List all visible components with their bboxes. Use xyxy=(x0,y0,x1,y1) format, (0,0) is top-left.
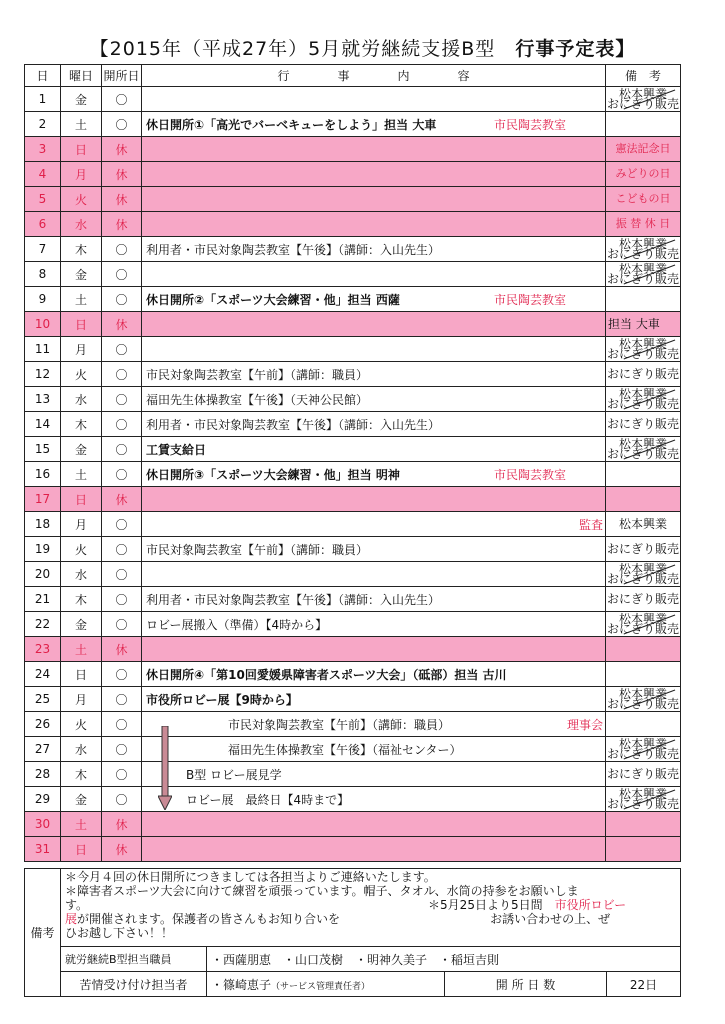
open-cell: 休 xyxy=(102,137,142,162)
weekday-cell: 火 xyxy=(61,537,102,562)
open-cell: 休 xyxy=(102,187,142,212)
content-cell xyxy=(142,662,606,687)
remarks-line-5: ひお越し下さい！！ xyxy=(65,926,174,940)
content-text: 休日開所④「第10回愛媛県障害者スポーツ大会」（砥部）担当 古川 xyxy=(146,667,507,682)
footer-table xyxy=(24,868,681,997)
note-cell xyxy=(606,412,681,437)
note-cell xyxy=(606,512,681,537)
note-cell xyxy=(606,387,681,412)
header-content: 行 事 内 容 xyxy=(142,65,606,87)
day-cell: 25 xyxy=(25,687,61,712)
content-cell xyxy=(142,512,606,537)
schedule-row xyxy=(25,437,681,462)
open-cell: 〇 xyxy=(102,512,142,537)
content-cell xyxy=(142,287,606,312)
schedule-row xyxy=(25,462,681,487)
content-text: B型 ロビー展見学 xyxy=(186,767,282,782)
day-cell: 8 xyxy=(25,262,61,287)
content-cell xyxy=(142,562,606,587)
content-cell xyxy=(142,687,606,712)
weekday-cell: 金 xyxy=(61,262,102,287)
content-text: 福田先生体操教室【午後】（福祉センター） xyxy=(228,742,462,757)
remarks-line-3: す。 ＊5月25日より5日間 市役所ロビー xyxy=(65,898,627,912)
content-text: 休日開所③「スポーツ大会練習・他」担当 明神 xyxy=(146,467,400,482)
content-cell xyxy=(142,137,606,162)
note-cell xyxy=(606,137,681,162)
day-cell: 13 xyxy=(25,387,61,412)
day-cell: 12 xyxy=(25,362,61,387)
content-cell xyxy=(142,237,606,262)
day-cell: 2 xyxy=(25,112,61,137)
schedule-row xyxy=(25,612,681,637)
content-cell xyxy=(142,537,606,562)
open-cell: 休 xyxy=(102,312,142,337)
content-cell xyxy=(142,612,606,637)
content-text: 市役所ロビー展【9時から】 xyxy=(146,692,298,707)
header-day: 日 xyxy=(25,65,61,87)
content-cell xyxy=(142,262,606,287)
open-cell: 〇 xyxy=(102,562,142,587)
schedule-row xyxy=(25,537,681,562)
note-text: 松本興業 おにぎり販売 xyxy=(606,737,679,761)
weekday-cell: 火 xyxy=(61,362,102,387)
open-cell: 〇 xyxy=(102,662,142,687)
note-cell xyxy=(606,687,681,712)
note-text: 松本興業 おにぎり販売 xyxy=(606,687,679,711)
note-text: 振 替 休 日 xyxy=(615,217,671,230)
remarks-line-1: ＊今月４回の休日開所につきましては各担当よりご連絡いたします。 xyxy=(65,870,436,884)
open-cell: 〇 xyxy=(102,337,142,362)
content-text: 市民対象陶芸教室【午前】（講師：職員） xyxy=(146,542,369,557)
day-cell: 19 xyxy=(25,537,61,562)
note-text: 憲法記念日 xyxy=(615,142,671,155)
schedule-table xyxy=(24,64,681,862)
day-cell: 27 xyxy=(25,737,61,762)
note-cell xyxy=(606,212,681,237)
weekday-cell: 木 xyxy=(61,412,102,437)
weekday-cell: 金 xyxy=(61,437,102,462)
content-cell xyxy=(142,87,606,112)
day-cell: 23 xyxy=(25,637,61,662)
event-mark: 監査 xyxy=(578,518,603,532)
schedule-row xyxy=(25,712,681,737)
header-note: 備 考 xyxy=(606,65,681,87)
weekday-cell: 日 xyxy=(61,137,102,162)
weekday-cell: 木 xyxy=(61,762,102,787)
header-open: 開所日 xyxy=(102,65,142,87)
day-cell: 10 xyxy=(25,312,61,337)
open-cell: 休 xyxy=(102,812,142,837)
weekday-cell: 土 xyxy=(61,812,102,837)
schedule-row xyxy=(25,812,681,837)
note-text: 松本興業 おにぎり販売 xyxy=(606,262,679,286)
arrow-down-icon xyxy=(158,726,172,810)
note-text: 松本興業 おにぎり販売 xyxy=(606,237,679,261)
strike-line xyxy=(606,262,680,286)
open-days-label: 開 所 日 数 xyxy=(445,972,607,997)
content-text: 市民対象陶芸教室【午前】（講師：職員） xyxy=(228,717,451,732)
schedule-row xyxy=(25,412,681,437)
note-cell xyxy=(606,362,681,387)
open-cell: 〇 xyxy=(102,387,142,412)
header-row xyxy=(25,65,681,87)
weekday-cell: 水 xyxy=(61,212,102,237)
open-cell: 〇 xyxy=(102,362,142,387)
open-cell: 〇 xyxy=(102,587,142,612)
content-text: 利用者・市民対象陶芸教室【午後】（講師：入山先生） xyxy=(146,242,441,257)
weekday-cell: 金 xyxy=(61,612,102,637)
schedule-row xyxy=(25,737,681,762)
schedule-row xyxy=(25,387,681,412)
content-cell xyxy=(142,737,606,762)
content-cell xyxy=(142,187,606,212)
title-bold: 行事予定表】 xyxy=(515,38,636,60)
note-cell xyxy=(606,812,681,837)
page-title xyxy=(0,34,725,61)
strike-line xyxy=(606,687,680,711)
schedule-row xyxy=(25,237,681,262)
open-cell: 休 xyxy=(102,212,142,237)
content-text: 福田先生体操教室【午後】（天神公民館） xyxy=(146,392,369,407)
content-cell xyxy=(142,312,606,337)
day-cell: 21 xyxy=(25,587,61,612)
day-cell: 28 xyxy=(25,762,61,787)
event-mark: 市民陶芸教室 xyxy=(494,468,567,482)
weekday-cell: 月 xyxy=(61,337,102,362)
note-cell xyxy=(606,537,681,562)
note-cell xyxy=(606,762,681,787)
day-cell: 18 xyxy=(25,512,61,537)
day-cell: 24 xyxy=(25,662,61,687)
weekday-cell: 水 xyxy=(61,562,102,587)
open-cell: 〇 xyxy=(102,112,142,137)
open-cell: 休 xyxy=(102,637,142,662)
content-cell xyxy=(142,787,606,812)
weekday-cell: 土 xyxy=(61,637,102,662)
open-cell: 〇 xyxy=(102,462,142,487)
content-text: 工賃支給日 xyxy=(146,442,207,457)
weekday-cell: 日 xyxy=(61,312,102,337)
note-cell xyxy=(606,187,681,212)
note-cell xyxy=(606,712,681,737)
day-cell: 26 xyxy=(25,712,61,737)
day-cell: 5 xyxy=(25,187,61,212)
content-text: 利用者・市民対象陶芸教室【午後】（講師：入山先生） xyxy=(146,417,441,432)
schedule-row xyxy=(25,837,681,862)
note-cell xyxy=(606,612,681,637)
note-cell xyxy=(606,787,681,812)
open-cell: 〇 xyxy=(102,687,142,712)
content-cell xyxy=(142,437,606,462)
weekday-cell: 日 xyxy=(61,837,102,862)
content-cell xyxy=(142,212,606,237)
note-text: 担当 大車 xyxy=(608,317,660,331)
strike-line xyxy=(606,737,680,761)
remarks-line-4: 展が開催されます。保護者の皆さんもお知り合いを お誘い合わせの上、ぜ xyxy=(65,912,611,926)
strike-line xyxy=(606,562,680,586)
open-cell: 〇 xyxy=(102,412,142,437)
content-text: 休日開所②「スポーツ大会練習・他」担当 西薩 xyxy=(146,292,400,307)
weekday-cell: 金 xyxy=(61,787,102,812)
note-cell xyxy=(606,737,681,762)
day-cell: 11 xyxy=(25,337,61,362)
note-text: 松本興業 おにぎり販売 xyxy=(606,437,679,461)
weekday-cell: 水 xyxy=(61,737,102,762)
note-text: おにぎり販売 xyxy=(606,767,679,781)
schedule-row xyxy=(25,587,681,612)
strike-line xyxy=(606,337,680,361)
content-cell xyxy=(142,362,606,387)
day-cell: 31 xyxy=(25,837,61,862)
note-text: 松本興業 おにぎり販売 xyxy=(606,562,679,586)
note-text: 松本興業 おにぎり販売 xyxy=(606,337,679,361)
weekday-cell: 土 xyxy=(61,287,102,312)
schedule-row xyxy=(25,787,681,812)
note-cell xyxy=(606,337,681,362)
note-cell xyxy=(606,662,681,687)
schedule-row xyxy=(25,762,681,787)
note-cell xyxy=(606,112,681,137)
remarks-text xyxy=(61,869,681,947)
note-text: 松本興業 おにぎり販売 xyxy=(606,787,679,811)
open-cell: 〇 xyxy=(102,787,142,812)
complaint-person: ・篠崎恵子（サービス管理責任者） xyxy=(207,972,445,997)
strike-line xyxy=(606,387,680,411)
event-mark: 市民陶芸教室 xyxy=(494,118,567,132)
note-text: みどりの日 xyxy=(615,167,671,180)
content-cell xyxy=(142,812,606,837)
content-cell xyxy=(142,162,606,187)
note-cell xyxy=(606,587,681,612)
weekday-cell: 月 xyxy=(61,162,102,187)
schedule-row xyxy=(25,312,681,337)
remarks-label: 備考 xyxy=(25,869,61,997)
note-text: おにぎり販売 xyxy=(606,367,679,381)
note-text: 松本興業 おにぎり販売 xyxy=(606,612,679,636)
schedule-row xyxy=(25,262,681,287)
content-text: 利用者・市民対象陶芸教室【午後】（講師：入山先生） xyxy=(146,592,441,607)
note-cell xyxy=(606,462,681,487)
header-weekday: 曜日 xyxy=(61,65,102,87)
content-cell xyxy=(142,637,606,662)
schedule-row xyxy=(25,162,681,187)
note-text: 松本興業 おにぎり販売 xyxy=(606,387,679,411)
event-mark: 理事会 xyxy=(566,718,603,732)
open-cell: 〇 xyxy=(102,712,142,737)
day-cell: 16 xyxy=(25,462,61,487)
day-cell: 9 xyxy=(25,287,61,312)
content-cell xyxy=(142,837,606,862)
note-text: おにぎり販売 xyxy=(606,592,679,606)
weekday-cell: 日 xyxy=(61,487,102,512)
note-cell xyxy=(606,837,681,862)
note-text: おにぎり販売 xyxy=(606,417,679,431)
note-cell xyxy=(606,487,681,512)
content-cell xyxy=(142,387,606,412)
complaint-label: 苦情受け付け担当者 xyxy=(61,972,207,997)
note-cell xyxy=(606,437,681,462)
content-text: 市民対象陶芸教室【午前】（講師：職員） xyxy=(146,367,369,382)
footer xyxy=(24,868,680,997)
weekday-cell: 土 xyxy=(61,112,102,137)
note-text: 松本興業 おにぎり販売 xyxy=(606,87,679,111)
staff-label: 就労継続B型担当職員 xyxy=(61,947,207,972)
strike-line xyxy=(606,87,680,111)
schedule-row xyxy=(25,212,681,237)
schedule-row xyxy=(25,287,681,312)
schedule-row xyxy=(25,662,681,687)
content-cell xyxy=(142,412,606,437)
weekday-cell: 月 xyxy=(61,687,102,712)
weekday-cell: 火 xyxy=(61,187,102,212)
content-cell xyxy=(142,112,606,137)
content-text: 休日開所①「高光でバーベキューをしよう」担当 大車 xyxy=(146,117,437,132)
content-cell xyxy=(142,462,606,487)
weekday-cell: 木 xyxy=(61,237,102,262)
day-cell: 17 xyxy=(25,487,61,512)
note-cell xyxy=(606,287,681,312)
schedule-row xyxy=(25,187,681,212)
schedule-row xyxy=(25,337,681,362)
remarks-line-2: ＊障害者スポーツ大会に向けて練習を頑張っています。帽子、タオル、水筒の持参をお願いしま xyxy=(65,884,579,898)
schedule-row xyxy=(25,687,681,712)
content-cell xyxy=(142,587,606,612)
open-cell: 〇 xyxy=(102,437,142,462)
day-cell: 1 xyxy=(25,87,61,112)
open-cell: 〇 xyxy=(102,87,142,112)
schedule-row xyxy=(25,637,681,662)
note-text: こどもの日 xyxy=(615,192,671,205)
open-cell: 休 xyxy=(102,837,142,862)
schedule-row xyxy=(25,112,681,137)
open-cell: 〇 xyxy=(102,612,142,637)
schedule-row xyxy=(25,362,681,387)
day-cell: 4 xyxy=(25,162,61,187)
open-days-value: 22日 xyxy=(607,972,681,997)
note-cell xyxy=(606,562,681,587)
note-cell xyxy=(606,262,681,287)
day-cell: 20 xyxy=(25,562,61,587)
title-main: 【2015年（平成27年）5月就労継続支援B型 xyxy=(89,38,496,60)
note-cell xyxy=(606,637,681,662)
open-cell: 〇 xyxy=(102,287,142,312)
weekday-cell: 土 xyxy=(61,462,102,487)
open-cell: 〇 xyxy=(102,237,142,262)
note-text: 松本興業 xyxy=(618,517,667,531)
day-cell: 6 xyxy=(25,212,61,237)
weekday-cell: 月 xyxy=(61,512,102,537)
strike-line xyxy=(606,787,680,811)
strike-line xyxy=(606,612,680,636)
weekday-cell: 日 xyxy=(61,662,102,687)
day-cell: 14 xyxy=(25,412,61,437)
staff-names: ・西薩朋恵 ・山口茂樹 ・明神久美子 ・稲垣吉則 xyxy=(207,947,681,972)
event-mark: 市民陶芸教室 xyxy=(494,293,567,307)
strike-line xyxy=(606,237,680,261)
content-cell xyxy=(142,487,606,512)
content-text: ロビー展 最終日【4時まで】 xyxy=(186,792,350,807)
weekday-cell: 火 xyxy=(61,712,102,737)
content-cell xyxy=(142,337,606,362)
day-cell: 3 xyxy=(25,137,61,162)
note-text: おにぎり販売 xyxy=(606,542,679,556)
open-cell: 〇 xyxy=(102,737,142,762)
day-cell: 15 xyxy=(25,437,61,462)
content-text: ロビー展搬入（準備）【4時から】 xyxy=(146,617,328,632)
open-cell: 〇 xyxy=(102,262,142,287)
weekday-cell: 金 xyxy=(61,87,102,112)
schedule-row xyxy=(25,562,681,587)
strike-line xyxy=(606,437,680,461)
content-cell xyxy=(142,762,606,787)
day-cell: 22 xyxy=(25,612,61,637)
open-cell: 〇 xyxy=(102,537,142,562)
schedule-row xyxy=(25,487,681,512)
weekday-cell: 水 xyxy=(61,387,102,412)
note-cell xyxy=(606,162,681,187)
schedule-row xyxy=(25,512,681,537)
open-cell: 休 xyxy=(102,162,142,187)
schedule-row xyxy=(25,137,681,162)
open-cell: 〇 xyxy=(102,762,142,787)
day-cell: 7 xyxy=(25,237,61,262)
schedule-row xyxy=(25,87,681,112)
open-cell: 休 xyxy=(102,487,142,512)
day-cell: 29 xyxy=(25,787,61,812)
weekday-cell: 木 xyxy=(61,587,102,612)
note-cell xyxy=(606,237,681,262)
note-cell xyxy=(606,87,681,112)
content-cell xyxy=(142,712,606,737)
note-cell xyxy=(606,312,681,337)
day-cell: 30 xyxy=(25,812,61,837)
